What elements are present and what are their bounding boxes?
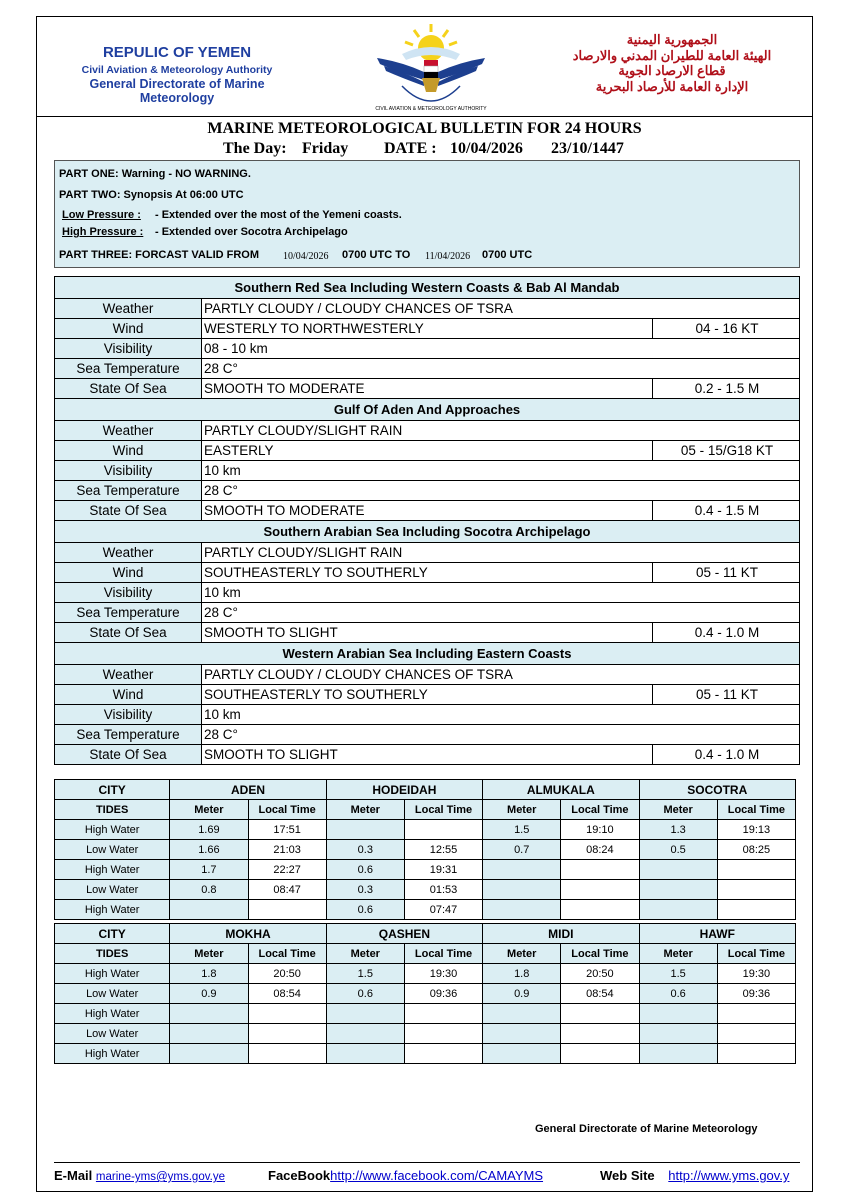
ar-sector: قطاع الارصاد الجوية	[618, 63, 726, 78]
tide-row	[55, 964, 796, 984]
tide-type: High Water	[55, 964, 170, 984]
email-block	[54, 1168, 225, 1183]
forecast-row	[55, 441, 800, 461]
row-label-sea-temp: Sea Temperature	[55, 481, 202, 501]
value-weather: PARTLY CLOUDY/SLIGHT RAIN	[202, 421, 800, 441]
date-value: 10/04/2026	[450, 140, 523, 157]
day-value: Friday	[302, 140, 349, 157]
region-header-row	[55, 277, 800, 299]
forecast-row	[55, 501, 800, 521]
bulletin-title: MARINE METEOROLOGICAL BULLETIN FOR 24 HOURS	[207, 120, 642, 137]
forecast-row	[55, 665, 800, 685]
facebook-block	[268, 1168, 543, 1183]
tide-time	[404, 820, 482, 840]
tide-time: 19:30	[717, 964, 795, 984]
row-label-state-sea: State Of Sea	[55, 623, 202, 643]
local-time-header: Local Time	[248, 800, 326, 820]
value-wind-speed: 05 - 15/G18 KT	[653, 441, 800, 461]
tide-meter	[639, 900, 717, 920]
local-time-header: Local Time	[248, 944, 326, 964]
value-weather: PARTLY CLOUDY / CLOUDY CHANCES OF TSRA	[202, 299, 800, 319]
region-name: Western Arabian Sea Including Eastern Coasts	[55, 643, 800, 665]
tide-time: 08:47	[248, 880, 326, 900]
city-name: SOCOTRA	[639, 780, 795, 800]
valid-from-date: 10/04/2026	[283, 251, 329, 262]
tide-meter: 0.6	[326, 860, 404, 880]
tide-meter	[639, 1024, 717, 1044]
tide-time: 07:47	[404, 900, 482, 920]
tide-type: High Water	[55, 860, 170, 880]
tide-city-row	[55, 780, 796, 800]
local-time-header: Local Time	[404, 800, 482, 820]
value-visibility: 10 km	[202, 461, 800, 481]
tide-meter: 0.9	[483, 984, 561, 1004]
header-english	[52, 44, 302, 105]
email-label: E-Mail	[54, 1168, 93, 1183]
value-sea-temp: 28 C°	[202, 725, 800, 745]
ar-directorate: الإدارة العامة للأرصاد البحرية	[595, 78, 749, 94]
meter-header: Meter	[170, 800, 248, 820]
row-label-wind: Wind	[55, 563, 202, 583]
tide-time	[404, 1004, 482, 1024]
tide-time: 20:50	[248, 964, 326, 984]
tide-meter	[639, 1044, 717, 1064]
tide-time: 22:27	[248, 860, 326, 880]
value-sea-temp: 28 C°	[202, 359, 800, 379]
value-wind: EASTERLY	[202, 441, 653, 461]
forecast-row	[55, 685, 800, 705]
tide-type: High Water	[55, 1004, 170, 1024]
region-header-row	[55, 643, 800, 665]
tide-meter: 0.7	[483, 840, 561, 860]
hijri-date: 23/10/1447	[551, 140, 624, 157]
row-label-visibility: Visibility	[55, 339, 202, 359]
tide-meter: 1.5	[326, 964, 404, 984]
forecast-row	[55, 359, 800, 379]
value-wind: SOUTHEASTERLY TO SOUTHERLY	[202, 563, 653, 583]
meter-header: Meter	[483, 800, 561, 820]
row-label-visibility: Visibility	[55, 705, 202, 725]
tide-row	[55, 900, 796, 920]
local-time-header: Local Time	[717, 944, 795, 964]
country-name: REPULIC OF YEMEN	[102, 44, 252, 61]
row-label-state-sea: State Of Sea	[55, 745, 202, 765]
tide-meter	[170, 1044, 248, 1064]
row-label-sea-temp: Sea Temperature	[55, 603, 202, 623]
value-wave: 0.4 - 1.5 M	[653, 501, 800, 521]
ar-country: الجمهورية اليمنية	[626, 32, 718, 47]
footer-divider	[54, 1162, 800, 1163]
valid-from-time: 0700 UTC TO	[342, 249, 411, 261]
tides-table-1	[54, 779, 796, 920]
city-header: CITY	[55, 780, 170, 800]
part-three: PART THREE: FORCAST VALID FROM	[59, 249, 260, 261]
tide-meter	[170, 1024, 248, 1044]
tide-meter: 0.6	[326, 984, 404, 1004]
row-label-state-sea: State Of Sea	[55, 379, 202, 399]
tide-type: Low Water	[55, 840, 170, 860]
value-wave: 0.4 - 1.0 M	[653, 745, 800, 765]
row-label-weather: Weather	[55, 421, 202, 441]
tide-meter: 0.5	[639, 840, 717, 860]
forecast-row	[55, 461, 800, 481]
tide-meter: 0.8	[170, 880, 248, 900]
tide-time: 21:03	[248, 840, 326, 860]
region-name: Southern Red Sea Including Western Coasts & Bab Al Mandab	[55, 277, 800, 299]
meter-header: Meter	[639, 944, 717, 964]
tide-row	[55, 820, 796, 840]
tide-meter: 0.3	[326, 840, 404, 860]
forecast-row	[55, 319, 800, 339]
tide-type: Low Water	[55, 880, 170, 900]
tide-time	[717, 900, 795, 920]
tide-subheader-row	[55, 800, 796, 820]
tide-row	[55, 1024, 796, 1044]
tide-meter	[326, 1044, 404, 1064]
tide-time	[717, 1044, 795, 1064]
facebook-label: FaceBook	[268, 1168, 331, 1183]
tide-time	[717, 1004, 795, 1024]
tide-time	[248, 1024, 326, 1044]
forecast-row	[55, 705, 800, 725]
tide-time	[404, 1024, 482, 1044]
tides-header: TIDES	[55, 944, 170, 964]
tide-time: 08:24	[561, 840, 639, 860]
value-visibility: 08 - 10 km	[202, 339, 800, 359]
tide-meter: 1.5	[639, 964, 717, 984]
tide-time: 17:51	[248, 820, 326, 840]
tide-row	[55, 840, 796, 860]
row-label-weather: Weather	[55, 543, 202, 563]
row-label-visibility: Visibility	[55, 461, 202, 481]
region-header-row	[55, 399, 800, 421]
forecast-row	[55, 745, 800, 765]
region-name: Southern Arabian Sea Including Socotra Archipelago	[55, 521, 800, 543]
city-name: HAWF	[639, 924, 795, 944]
tide-time	[248, 1004, 326, 1024]
forecast-row	[55, 583, 800, 603]
tide-meter	[639, 1004, 717, 1024]
tide-time: 08:54	[248, 984, 326, 1004]
city-name: MOKHA	[170, 924, 326, 944]
value-state: SMOOTH TO SLIGHT	[202, 623, 653, 643]
tide-meter: 0.3	[326, 880, 404, 900]
tide-time	[248, 900, 326, 920]
tide-time	[717, 1024, 795, 1044]
local-time-header: Local Time	[717, 800, 795, 820]
low-pressure-text: - Extended over the most of the Yemeni coasts.	[155, 209, 402, 221]
website-label: Web Site	[600, 1168, 655, 1183]
tide-type: Low Water	[55, 984, 170, 1004]
tide-time	[717, 880, 795, 900]
tide-row	[55, 1004, 796, 1024]
tide-meter: 1.7	[170, 860, 248, 880]
logo-text: CIVIL AVIATION & METEOROLOGY AUTHORITY	[375, 106, 487, 112]
local-time-header: Local Time	[561, 944, 639, 964]
tide-meter: 1.69	[170, 820, 248, 840]
forecast-row	[55, 299, 800, 319]
city-name: HODEIDAH	[326, 780, 482, 800]
footer-directorate: General Directorate of Marine Meteorology	[535, 1123, 758, 1135]
header-arabic	[557, 32, 787, 94]
city-header: CITY	[55, 924, 170, 944]
value-visibility: 10 km	[202, 583, 800, 603]
forecast-table	[54, 276, 800, 765]
value-visibility: 10 km	[202, 705, 800, 725]
tide-time: 09:36	[717, 984, 795, 1004]
row-label-wind: Wind	[55, 319, 202, 339]
tide-meter: 1.66	[170, 840, 248, 860]
part-two: PART TWO: Synopsis At 06:00 UTC	[59, 189, 244, 201]
tide-meter: 0.6	[639, 984, 717, 1004]
tide-time	[404, 1044, 482, 1064]
tide-meter	[483, 860, 561, 880]
row-label-sea-temp: Sea Temperature	[55, 359, 202, 379]
local-time-header: Local Time	[561, 800, 639, 820]
meter-header: Meter	[639, 800, 717, 820]
forecast-row	[55, 421, 800, 441]
forecast-row	[55, 339, 800, 359]
forecast-row	[55, 603, 800, 623]
tide-type: High Water	[55, 820, 170, 840]
meter-header: Meter	[483, 944, 561, 964]
tide-row	[55, 880, 796, 900]
tide-time	[561, 1024, 639, 1044]
tide-meter	[326, 820, 404, 840]
row-label-sea-temp: Sea Temperature	[55, 725, 202, 745]
tide-meter	[326, 1024, 404, 1044]
row-label-visibility: Visibility	[55, 583, 202, 603]
value-wind: SOUTHEASTERLY TO SOUTHERLY	[202, 685, 653, 705]
forecast-row	[55, 725, 800, 745]
value-weather: PARTLY CLOUDY / CLOUDY CHANCES OF TSRA	[202, 665, 800, 685]
tide-meter	[326, 1004, 404, 1024]
value-wave: 0.2 - 1.5 M	[653, 379, 800, 399]
tide-time	[561, 880, 639, 900]
tide-row	[55, 984, 796, 1004]
tide-meter	[483, 1044, 561, 1064]
email-link[interactable]: marine-yms@yms.gov.ye	[95, 1171, 225, 1183]
valid-to-time: 0700 UTC	[482, 249, 533, 261]
tide-time	[561, 1044, 639, 1064]
tide-meter: 1.8	[170, 964, 248, 984]
value-wave: 0.4 - 1.0 M	[653, 623, 800, 643]
tide-meter	[170, 900, 248, 920]
authority-logo	[372, 20, 490, 116]
day-label: The Day:	[223, 140, 287, 157]
tide-meter	[483, 1004, 561, 1024]
header-divider	[36, 116, 813, 117]
tide-time: 01:53	[404, 880, 482, 900]
tide-type: Low Water	[55, 1024, 170, 1044]
tide-time: 08:25	[717, 840, 795, 860]
row-label-wind: Wind	[55, 685, 202, 705]
tide-meter: 1.5	[483, 820, 561, 840]
tide-type: High Water	[55, 1044, 170, 1064]
date-label: DATE :	[384, 140, 437, 157]
tide-meter: 0.6	[326, 900, 404, 920]
local-time-header: Local Time	[404, 944, 482, 964]
region-name: Gulf Of Aden And Approaches	[55, 399, 800, 421]
facebook-link[interactable]: http://www.facebook.com/CAMAYMS	[330, 1168, 544, 1183]
tides-header: TIDES	[55, 800, 170, 820]
value-sea-temp: 28 C°	[202, 481, 800, 501]
value-wind-speed: 05 - 11 KT	[653, 685, 800, 705]
region-header-row	[55, 521, 800, 543]
tide-type: High Water	[55, 900, 170, 920]
tide-time: 09:36	[404, 984, 482, 1004]
authority-name: Civil Aviation & Meteorology Authority	[81, 64, 273, 76]
forecast-row	[55, 379, 800, 399]
forecast-row	[55, 563, 800, 583]
meter-header: Meter	[170, 944, 248, 964]
tide-time: 19:10	[561, 820, 639, 840]
tide-time: 19:31	[404, 860, 482, 880]
tide-meter	[483, 1024, 561, 1044]
forecast-row	[55, 623, 800, 643]
value-wind-speed: 05 - 11 KT	[653, 563, 800, 583]
tide-time: 08:54	[561, 984, 639, 1004]
tide-meter: 1.3	[639, 820, 717, 840]
low-pressure-label: Low Pressure :	[62, 209, 141, 221]
tide-meter: 1.8	[483, 964, 561, 984]
synopsis-panel	[54, 160, 800, 268]
tide-meter	[483, 880, 561, 900]
directorate-name: General Directorate of Marine Meteorology	[89, 77, 265, 105]
meter-header: Meter	[326, 800, 404, 820]
valid-to-date: 11/04/2026	[425, 251, 471, 262]
value-weather: PARTLY CLOUDY/SLIGHT RAIN	[202, 543, 800, 563]
ar-authority: الهيئة العامة للطيران المدني والارصاد	[572, 47, 772, 63]
tide-time: 20:50	[561, 964, 639, 984]
tide-time	[717, 860, 795, 880]
tide-time: 19:30	[404, 964, 482, 984]
tide-meter	[170, 1004, 248, 1024]
forecast-row	[55, 481, 800, 501]
row-label-wind: Wind	[55, 441, 202, 461]
tide-meter	[639, 880, 717, 900]
city-name: ADEN	[170, 780, 326, 800]
tide-meter	[483, 900, 561, 920]
tide-row	[55, 860, 796, 880]
city-name: QASHEN	[326, 924, 482, 944]
value-state: SMOOTH TO MODERATE	[202, 379, 653, 399]
tide-time	[561, 1004, 639, 1024]
high-pressure-text: - Extended over Socotra Archipelago	[155, 226, 348, 238]
value-wind: WESTERLY TO NORTHWESTERLY	[202, 319, 653, 339]
tide-time	[561, 900, 639, 920]
forecast-row	[55, 543, 800, 563]
tide-subheader-row	[55, 944, 796, 964]
value-state: SMOOTH TO SLIGHT	[202, 745, 653, 765]
high-pressure-label: High Pressure :	[62, 226, 144, 238]
row-label-weather: Weather	[55, 299, 202, 319]
tide-time: 19:13	[717, 820, 795, 840]
city-name: ALMUKALA	[483, 780, 639, 800]
website-link[interactable]: http://www.yms.gov.y	[668, 1168, 790, 1183]
value-state: SMOOTH TO MODERATE	[202, 501, 653, 521]
tide-meter: 0.9	[170, 984, 248, 1004]
tides-table-2	[54, 923, 796, 1064]
row-label-weather: Weather	[55, 665, 202, 685]
tide-time	[561, 860, 639, 880]
tide-meter	[639, 860, 717, 880]
value-sea-temp: 28 C°	[202, 603, 800, 623]
value-wind-speed: 04 - 16 KT	[653, 319, 800, 339]
row-label-state-sea: State Of Sea	[55, 501, 202, 521]
website-block	[600, 1168, 789, 1183]
meter-header: Meter	[326, 944, 404, 964]
city-name: MIDI	[483, 924, 639, 944]
tide-city-row	[55, 924, 796, 944]
tide-row	[55, 1044, 796, 1064]
part-one: PART ONE: Warning - NO WARNING.	[59, 168, 251, 180]
tide-time: 12:55	[404, 840, 482, 860]
tide-time	[248, 1044, 326, 1064]
